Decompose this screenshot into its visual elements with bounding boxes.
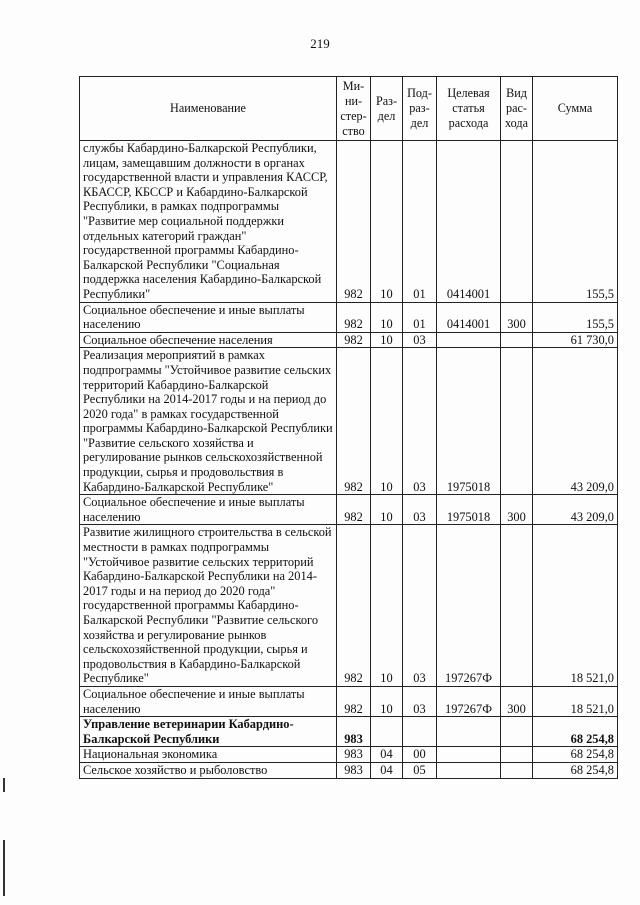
header-ministry: Ми- ни- стер- ство	[337, 77, 371, 141]
margin-mark	[3, 840, 5, 896]
cell-name: Социальное обеспечение и иные выплаты населению	[80, 686, 337, 716]
cell-ministry: 982	[337, 525, 371, 687]
cell-subsection: 00	[403, 747, 437, 763]
header-section: Раз- дел	[371, 77, 403, 141]
cell-expense-type	[501, 525, 533, 687]
table-row	[80, 348, 618, 495]
table-row	[80, 525, 618, 687]
cell-amount: 43 209,0	[533, 348, 618, 495]
cell-subsection: 01	[403, 141, 437, 303]
cell-name: Социальное обеспечение населения	[80, 332, 337, 348]
cell-expense-type	[501, 762, 533, 778]
cell-amount: 61 730,0	[533, 332, 618, 348]
header-amount: Сумма	[533, 77, 618, 141]
header-expense-type: Вид рас- хода	[501, 77, 533, 141]
cell-section: 10	[371, 332, 403, 348]
cell-ministry: 982	[337, 495, 371, 525]
table-row	[80, 762, 618, 778]
cell-name: Социальное обеспечение и иные выплаты населению	[80, 302, 337, 332]
cell-amount: 68 254,8	[533, 717, 618, 747]
table-row	[80, 495, 618, 525]
cell-amount: 43 209,0	[533, 495, 618, 525]
cell-name: Развитие жилищного строительства в сельской местности в рамках подпрограммы "Устойчивое развитие сельских территорий Кабардино-Балкарской Республики на 2014-2017 годы и на период до 2020 года" государственной программы Кабардино-Балкарской Республики "Развитие сельского хозяйства и регулирование рынков сельскохозяйственной продукции, сырья и продовольствия в Кабардино-Балкарской Республике"	[80, 525, 337, 687]
cell-expense-type	[501, 348, 533, 495]
cell-expense-type	[501, 717, 533, 747]
cell-expense-type	[501, 747, 533, 763]
cell-target-article: 197267Ф	[437, 686, 501, 716]
cell-ministry: 983	[337, 717, 371, 747]
cell-expense-type: 300	[501, 495, 533, 525]
header-target-article: Целевая статья расхода	[437, 77, 501, 141]
cell-subsection: 03	[403, 525, 437, 687]
cell-expense-type	[501, 332, 533, 348]
header-subsection: Под- раз- дел	[403, 77, 437, 141]
cell-target-article: 197267Ф	[437, 525, 501, 687]
cell-section: 10	[371, 525, 403, 687]
table-row	[80, 302, 618, 332]
cell-ministry: 983	[337, 762, 371, 778]
table-header-row	[80, 77, 618, 141]
page-number: 219	[310, 36, 330, 51]
cell-target-article: 0414001	[437, 141, 501, 303]
cell-ministry: 982	[337, 332, 371, 348]
cell-subsection: 03	[403, 332, 437, 348]
cell-subsection	[403, 717, 437, 747]
cell-ministry: 983	[337, 747, 371, 763]
cell-ministry: 982	[337, 348, 371, 495]
cell-name: службы Кабардино-Балкарской Республики, лицам, замещавшим должности в органах государственной власти и управления КАССР, КБАССР, КБССР и Кабардино-Балкарской Республики, в рамках подпрограммы "Развитие мер социальной поддержки отдельных категорий граждан" государственной программы Кабардино-Балкарской Республики "Социальная поддержка населения Кабардино-Балкарской Республики"	[80, 141, 337, 303]
cell-target-article: 1975018	[437, 495, 501, 525]
cell-section: 04	[371, 762, 403, 778]
table-row	[80, 717, 618, 747]
cell-section: 10	[371, 348, 403, 495]
cell-subsection: 05	[403, 762, 437, 778]
cell-amount: 155,5	[533, 302, 618, 332]
cell-amount: 68 254,8	[533, 747, 618, 763]
cell-expense-type: 300	[501, 302, 533, 332]
table-row	[80, 747, 618, 763]
cell-ministry: 982	[337, 302, 371, 332]
margin-mark	[3, 778, 5, 792]
cell-section: 10	[371, 686, 403, 716]
cell-target-article	[437, 762, 501, 778]
table-row	[80, 686, 618, 716]
cell-ministry: 982	[337, 686, 371, 716]
cell-target-article	[437, 332, 501, 348]
cell-amount: 18 521,0	[533, 525, 618, 687]
cell-subsection: 03	[403, 686, 437, 716]
cell-name: Национальная экономика	[80, 747, 337, 763]
cell-expense-type	[501, 141, 533, 303]
cell-section: 10	[371, 495, 403, 525]
cell-section	[371, 717, 403, 747]
cell-subsection: 03	[403, 348, 437, 495]
cell-name: Сельское хозяйство и рыболовство	[80, 762, 337, 778]
cell-target-article: 1975018	[437, 348, 501, 495]
cell-ministry: 982	[337, 141, 371, 303]
cell-target-article	[437, 747, 501, 763]
table-row	[80, 141, 618, 303]
cell-amount: 155,5	[533, 141, 618, 303]
header-name: Наименование	[80, 77, 337, 141]
cell-amount: 68 254,8	[533, 762, 618, 778]
cell-section: 04	[371, 747, 403, 763]
cell-subsection: 03	[403, 495, 437, 525]
table-row	[80, 332, 618, 348]
cell-target-article: 0414001	[437, 302, 501, 332]
cell-name: Реализация мероприятий в рамках подпрограммы "Устойчивое развитие сельских территорий Кабардино-Балкарской Республики на 2014-2017 годы и на период до 2020 года" в рамках государственной программы Кабардино-Балкарской Республики "Развитие сельского хозяйства и регулирование рынков сельскохозяйственной продукции, сырья и продовольствия в Кабардино-Балкарской Республике"	[80, 348, 337, 495]
cell-subsection: 01	[403, 302, 437, 332]
budget-table	[79, 76, 618, 779]
cell-expense-type: 300	[501, 686, 533, 716]
cell-section: 10	[371, 141, 403, 303]
cell-name: Социальное обеспечение и иные выплаты населению	[80, 495, 337, 525]
cell-name: Управление ветеринарии Кабардино-Балкарской Республики	[80, 717, 337, 747]
cell-target-article	[437, 717, 501, 747]
cell-amount: 18 521,0	[533, 686, 618, 716]
cell-section: 10	[371, 302, 403, 332]
